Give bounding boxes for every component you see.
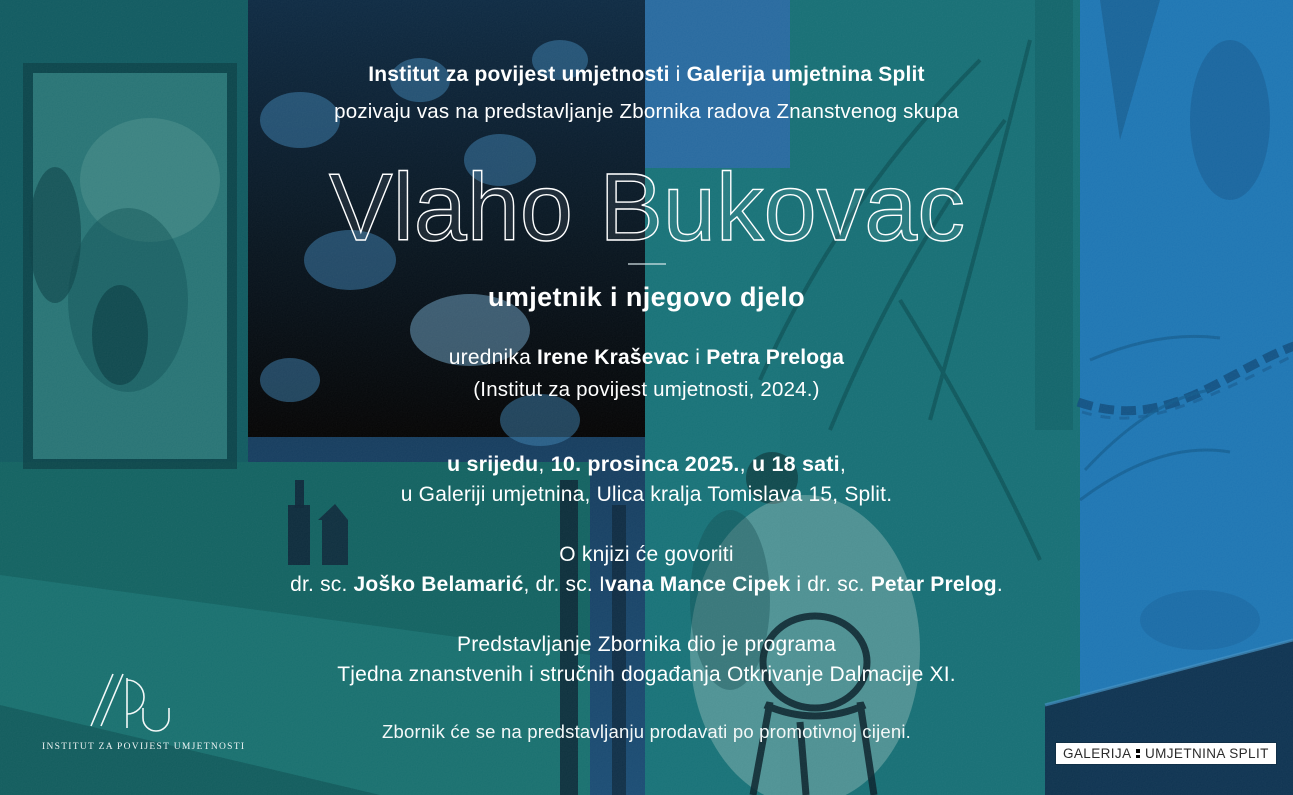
organizers-line	[0, 63, 1293, 87]
separator: ,	[739, 452, 752, 476]
speaker-title: i dr. sc.	[790, 573, 871, 596]
separator: ,	[839, 452, 846, 476]
gallery-badge-right: UMJETNINA SPLIT	[1144, 746, 1269, 761]
title-text: Vlaho Bukovac	[328, 154, 965, 261]
event-day: u srijedu	[446, 452, 539, 476]
title-divider	[628, 263, 666, 265]
sale-note: Zbornik će se na predstavljanju prodavati po promotivnoj cijeni.	[381, 721, 912, 742]
main-title	[297, 146, 997, 266]
venue-line: u Galeriji umjetnina, Ulica kralja Tomislava 15, Split.	[400, 483, 893, 506]
editor-1: Irene Kraševac	[537, 346, 690, 369]
gallery-badge	[1056, 743, 1276, 764]
editors-prefix: urednika	[448, 346, 537, 369]
org-secondary: Galerija umjetnina Split	[686, 63, 925, 86]
datetime-line	[0, 452, 1293, 477]
colon-icon	[1136, 749, 1140, 758]
editors-conjunction: i	[689, 346, 707, 369]
speakers-intro: O knjizi će govoriti	[559, 543, 734, 566]
speaker-3: Petar Prelog	[870, 573, 997, 596]
speaker-title: , dr. sc. I	[523, 573, 606, 596]
publisher-line: (Institut za povijest umjetnosti, 2024.)	[473, 378, 820, 401]
invitation-line: pozivaju vas na predstavljanje Zbornika radova Znanstvenog skupa	[334, 100, 959, 123]
speakers-line	[0, 573, 1293, 597]
ipu-logo-icon	[77, 668, 177, 738]
separator: ,	[538, 452, 551, 476]
program-line-1: Predstavljanje Zbornika dio je programa	[457, 633, 836, 656]
program-line-2: Tjedna znanstvenih i stručnih događanja Otkrivanje Dalmacije XI.	[337, 663, 956, 686]
speaker-2: vana Mance Cipek	[605, 573, 791, 596]
speaker-title: dr. sc.	[290, 573, 354, 596]
ipu-caption: INSTITUT ZA POVIJEST UMJETNOSTI	[42, 742, 246, 752]
event-time: u 18 sati	[751, 452, 840, 476]
org-primary: Institut za povijest umjetnosti	[368, 63, 670, 86]
event-date: 10. prosinca 2025.	[550, 452, 740, 476]
subtitle: umjetnik i njegovo djelo	[487, 282, 806, 312]
editor-2: Petra Preloga	[706, 346, 845, 369]
ipu-logo-block	[42, 668, 246, 752]
separator: .	[996, 573, 1003, 596]
editors-line	[0, 346, 1293, 370]
gallery-badge-left: GALERIJA	[1063, 746, 1132, 761]
speaker-1: Joško Belamarić	[353, 573, 524, 596]
org-conjunction: i	[669, 63, 687, 86]
